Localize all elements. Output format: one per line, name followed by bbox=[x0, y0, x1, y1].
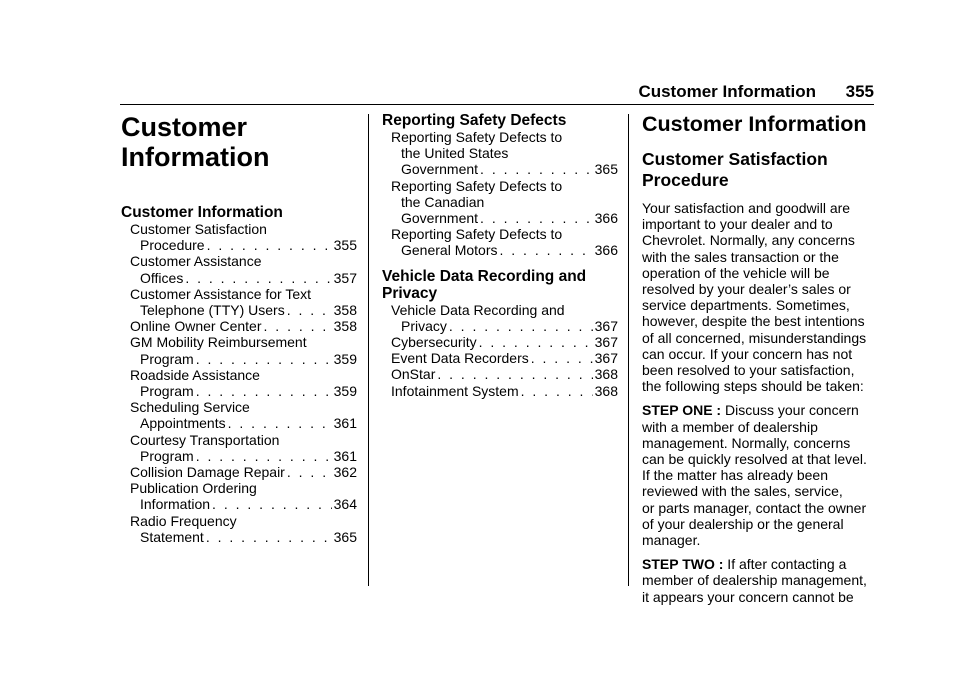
toc-entry-text: Scheduling Service bbox=[130, 399, 250, 416]
toc-page-number: 357 bbox=[333, 269, 357, 286]
toc-page-number: 355 bbox=[333, 237, 357, 254]
toc-leader-dots bbox=[287, 464, 332, 480]
toc-leader-dots bbox=[207, 237, 332, 253]
toc-entry[interactable] bbox=[391, 383, 618, 399]
paragraph-line: been resolved to your satisfaction, bbox=[642, 362, 855, 379]
toc-page-number: 361 bbox=[333, 415, 357, 432]
paragraph-line: however, despite the best intentions bbox=[642, 313, 865, 330]
paragraph-line: If the matter has already been bbox=[642, 467, 828, 484]
step-two-label: STEP TWO : bbox=[642, 556, 724, 573]
toc-entry[interactable] bbox=[391, 302, 618, 334]
toc-column-1 bbox=[121, 108, 357, 545]
toc-entry-text: the United States bbox=[401, 145, 509, 162]
intro-paragraph bbox=[642, 200, 878, 394]
toc-section-heading bbox=[382, 268, 618, 302]
toc-leader-dots bbox=[480, 210, 593, 226]
header-divider bbox=[120, 104, 874, 105]
toc-entry-text: Collision Damage Repair bbox=[130, 464, 285, 481]
toc-page-number: 367 bbox=[594, 350, 618, 367]
toc-entry[interactable] bbox=[130, 253, 357, 285]
toc-leader-dots bbox=[480, 161, 593, 177]
section-title: Customer Information bbox=[642, 112, 867, 136]
step-two-paragraph bbox=[642, 556, 878, 605]
toc-page-number: 367 bbox=[594, 317, 618, 334]
toc-entry[interactable] bbox=[130, 399, 357, 431]
toc-entry-text: the Canadian bbox=[401, 193, 485, 210]
chapter-title bbox=[121, 112, 357, 172]
paragraph-line: it appears your concern cannot be bbox=[642, 588, 854, 605]
toc-entry[interactable] bbox=[391, 366, 618, 382]
toc-leader-dots bbox=[264, 318, 332, 334]
toc-leader-dots bbox=[521, 383, 593, 399]
toc-section-heading: Reporting Safety Defects bbox=[382, 112, 567, 129]
toc-entry[interactable] bbox=[130, 432, 357, 464]
toc-entry-text: Event Data Recorders bbox=[391, 350, 529, 367]
body-column bbox=[642, 108, 878, 605]
toc-entry-text: Vehicle Data Recording and bbox=[391, 301, 565, 318]
toc-leader-dots bbox=[449, 318, 593, 334]
toc-page-number: 368 bbox=[594, 382, 618, 399]
toc-column-2 bbox=[382, 108, 618, 399]
toc-page-number: 365 bbox=[333, 528, 357, 545]
toc-entry-text: Cybersecurity bbox=[391, 334, 477, 351]
page-number: 355 bbox=[845, 82, 874, 101]
column-divider-2 bbox=[628, 114, 629, 586]
toc-page-number: 368 bbox=[594, 366, 618, 383]
toc-entry-text: Reporting Safety Defects to bbox=[391, 177, 563, 194]
subsection-title bbox=[642, 149, 878, 191]
toc-entry[interactable] bbox=[130, 286, 357, 318]
toc-entry-text: Radio Frequency bbox=[130, 512, 237, 529]
toc-leader-dots bbox=[437, 366, 592, 382]
toc-entry-text: Telephone (TTY) Users bbox=[140, 302, 285, 319]
toc-entry[interactable] bbox=[391, 350, 618, 366]
toc-page-number: 365 bbox=[594, 161, 618, 178]
toc-entry-text: Procedure bbox=[140, 237, 205, 254]
toc-entry-text: Program bbox=[140, 350, 194, 367]
toc-leader-dots bbox=[196, 351, 332, 367]
toc-entry-text: GM Mobility Reimbursement bbox=[130, 334, 307, 351]
toc-page-number: 361 bbox=[333, 447, 357, 464]
toc-entry-text: Infotainment System bbox=[391, 382, 519, 399]
subsection-title-line: Procedure bbox=[642, 170, 729, 190]
paragraph-line: can occur. If your concern has not bbox=[642, 345, 853, 362]
toc-page-number: 367 bbox=[594, 334, 618, 351]
paragraph-line: the following steps should be taken: bbox=[642, 378, 864, 395]
toc-entry[interactable] bbox=[391, 226, 618, 258]
toc-entry-text: Reporting Safety Defects to bbox=[391, 226, 563, 243]
toc-entry-text: Government bbox=[401, 210, 479, 227]
toc-entry-text: Appointments bbox=[140, 415, 226, 432]
toc-page-number: 366 bbox=[594, 242, 618, 259]
toc-entry-text: Online Owner Center bbox=[130, 318, 262, 335]
toc-entry[interactable] bbox=[130, 480, 357, 512]
toc-entry-text: Customer Assistance bbox=[130, 253, 262, 270]
toc-entry-text: Information bbox=[140, 496, 211, 513]
toc-page-number: 366 bbox=[594, 210, 618, 227]
toc-entry-text: Program bbox=[140, 383, 194, 400]
toc-leader-dots bbox=[479, 334, 593, 350]
toc-entry-text: Customer Assistance for Text bbox=[130, 285, 312, 302]
toc-list bbox=[382, 302, 618, 399]
paragraph-line: can be quickly resolved at that level. bbox=[642, 451, 867, 468]
toc-page-number: 358 bbox=[333, 302, 357, 319]
toc-leader-dots bbox=[228, 415, 332, 431]
toc-entry[interactable] bbox=[391, 334, 618, 350]
step-two-text: If after contacting a bbox=[723, 556, 847, 573]
toc-entry-text: Reporting Safety Defects to bbox=[391, 129, 563, 145]
paragraph-line: member of dealership management, bbox=[642, 572, 867, 589]
toc-entry[interactable] bbox=[130, 513, 357, 545]
toc-entry-text: Statement bbox=[140, 528, 204, 545]
toc-leader-dots bbox=[531, 350, 593, 366]
subsection-title-line: Customer Satisfaction bbox=[642, 149, 828, 169]
toc-leader-dots bbox=[499, 242, 592, 258]
toc-entry[interactable] bbox=[130, 318, 357, 334]
paragraph-line: with a member of dealership bbox=[642, 418, 818, 435]
toc-entry-text: Customer Satisfaction bbox=[130, 221, 267, 237]
toc-entry-text: Roadside Assistance bbox=[130, 366, 260, 383]
toc-entry[interactable] bbox=[391, 178, 618, 227]
paragraph-line: Your satisfaction and goodwill are bbox=[642, 200, 851, 216]
page-header bbox=[120, 82, 874, 102]
toc-page-number: 362 bbox=[333, 464, 357, 481]
toc-entry-text: Offices bbox=[140, 269, 184, 286]
toc-leader-dots bbox=[196, 383, 332, 399]
toc-leader-dots bbox=[196, 448, 332, 464]
toc-leader-dots bbox=[287, 302, 332, 318]
toc-entry[interactable] bbox=[391, 129, 618, 178]
chapter-title-line: Information bbox=[121, 142, 270, 172]
toc-entry-text: Government bbox=[401, 161, 479, 178]
paragraph-line: management. Normally, concerns bbox=[642, 434, 851, 451]
paragraph-line: manager. bbox=[642, 532, 701, 549]
toc-leader-dots bbox=[206, 529, 332, 545]
toc-page-number: 359 bbox=[333, 383, 357, 400]
toc-section-heading-line: Vehicle Data Recording and bbox=[382, 267, 587, 285]
toc-entry[interactable] bbox=[130, 464, 357, 480]
toc-section-heading-line: Privacy bbox=[382, 284, 438, 302]
toc-entry[interactable] bbox=[130, 221, 357, 253]
column-divider-1 bbox=[368, 114, 369, 586]
step-one-text: Discuss your concern bbox=[721, 402, 859, 419]
toc-entry-text: Publication Ordering bbox=[130, 480, 257, 497]
chapter-title-line: Customer bbox=[121, 112, 248, 142]
toc-page-number: 364 bbox=[333, 496, 357, 513]
toc-section-heading: Customer Information bbox=[121, 204, 283, 221]
toc-list bbox=[121, 221, 357, 545]
toc-entry-text: Program bbox=[140, 447, 194, 464]
toc-leader-dots bbox=[185, 270, 331, 286]
paragraph-line: resolved by your dealer’s sales or bbox=[642, 281, 851, 298]
paragraph-line: of your dealership or the general bbox=[642, 515, 844, 532]
header-title: Customer Information bbox=[638, 82, 816, 101]
toc-entry[interactable] bbox=[130, 334, 357, 366]
toc-leader-dots bbox=[212, 496, 332, 512]
paragraph-line: service departments. Sometimes, bbox=[642, 297, 850, 314]
toc-list bbox=[382, 129, 618, 259]
step-one-label: STEP ONE : bbox=[642, 402, 722, 419]
toc-entry-text: OnStar bbox=[391, 366, 436, 383]
toc-entry-text: Privacy bbox=[401, 317, 447, 334]
step-one-paragraph bbox=[642, 402, 878, 548]
paragraph-line: of all concerned, misunderstandings bbox=[642, 329, 867, 346]
toc-page-number: 359 bbox=[333, 350, 357, 367]
paragraph-line: or parts manager, contact the owner bbox=[642, 499, 867, 516]
paragraph-line: important to your dealer and to bbox=[642, 216, 833, 233]
toc-entry-text: Courtesy Transportation bbox=[130, 431, 280, 448]
toc-entry-text: General Motors bbox=[401, 242, 498, 259]
paragraph-line: operation of the vehicle will be bbox=[642, 264, 830, 281]
paragraph-line: with the sales transaction or the bbox=[642, 248, 839, 265]
paragraph-line: Chevrolet. Normally, any concerns bbox=[642, 232, 855, 249]
toc-entry[interactable] bbox=[130, 367, 357, 399]
toc-page-number: 358 bbox=[333, 318, 357, 335]
paragraph-line: reviewed with the sales, service, bbox=[642, 483, 843, 500]
